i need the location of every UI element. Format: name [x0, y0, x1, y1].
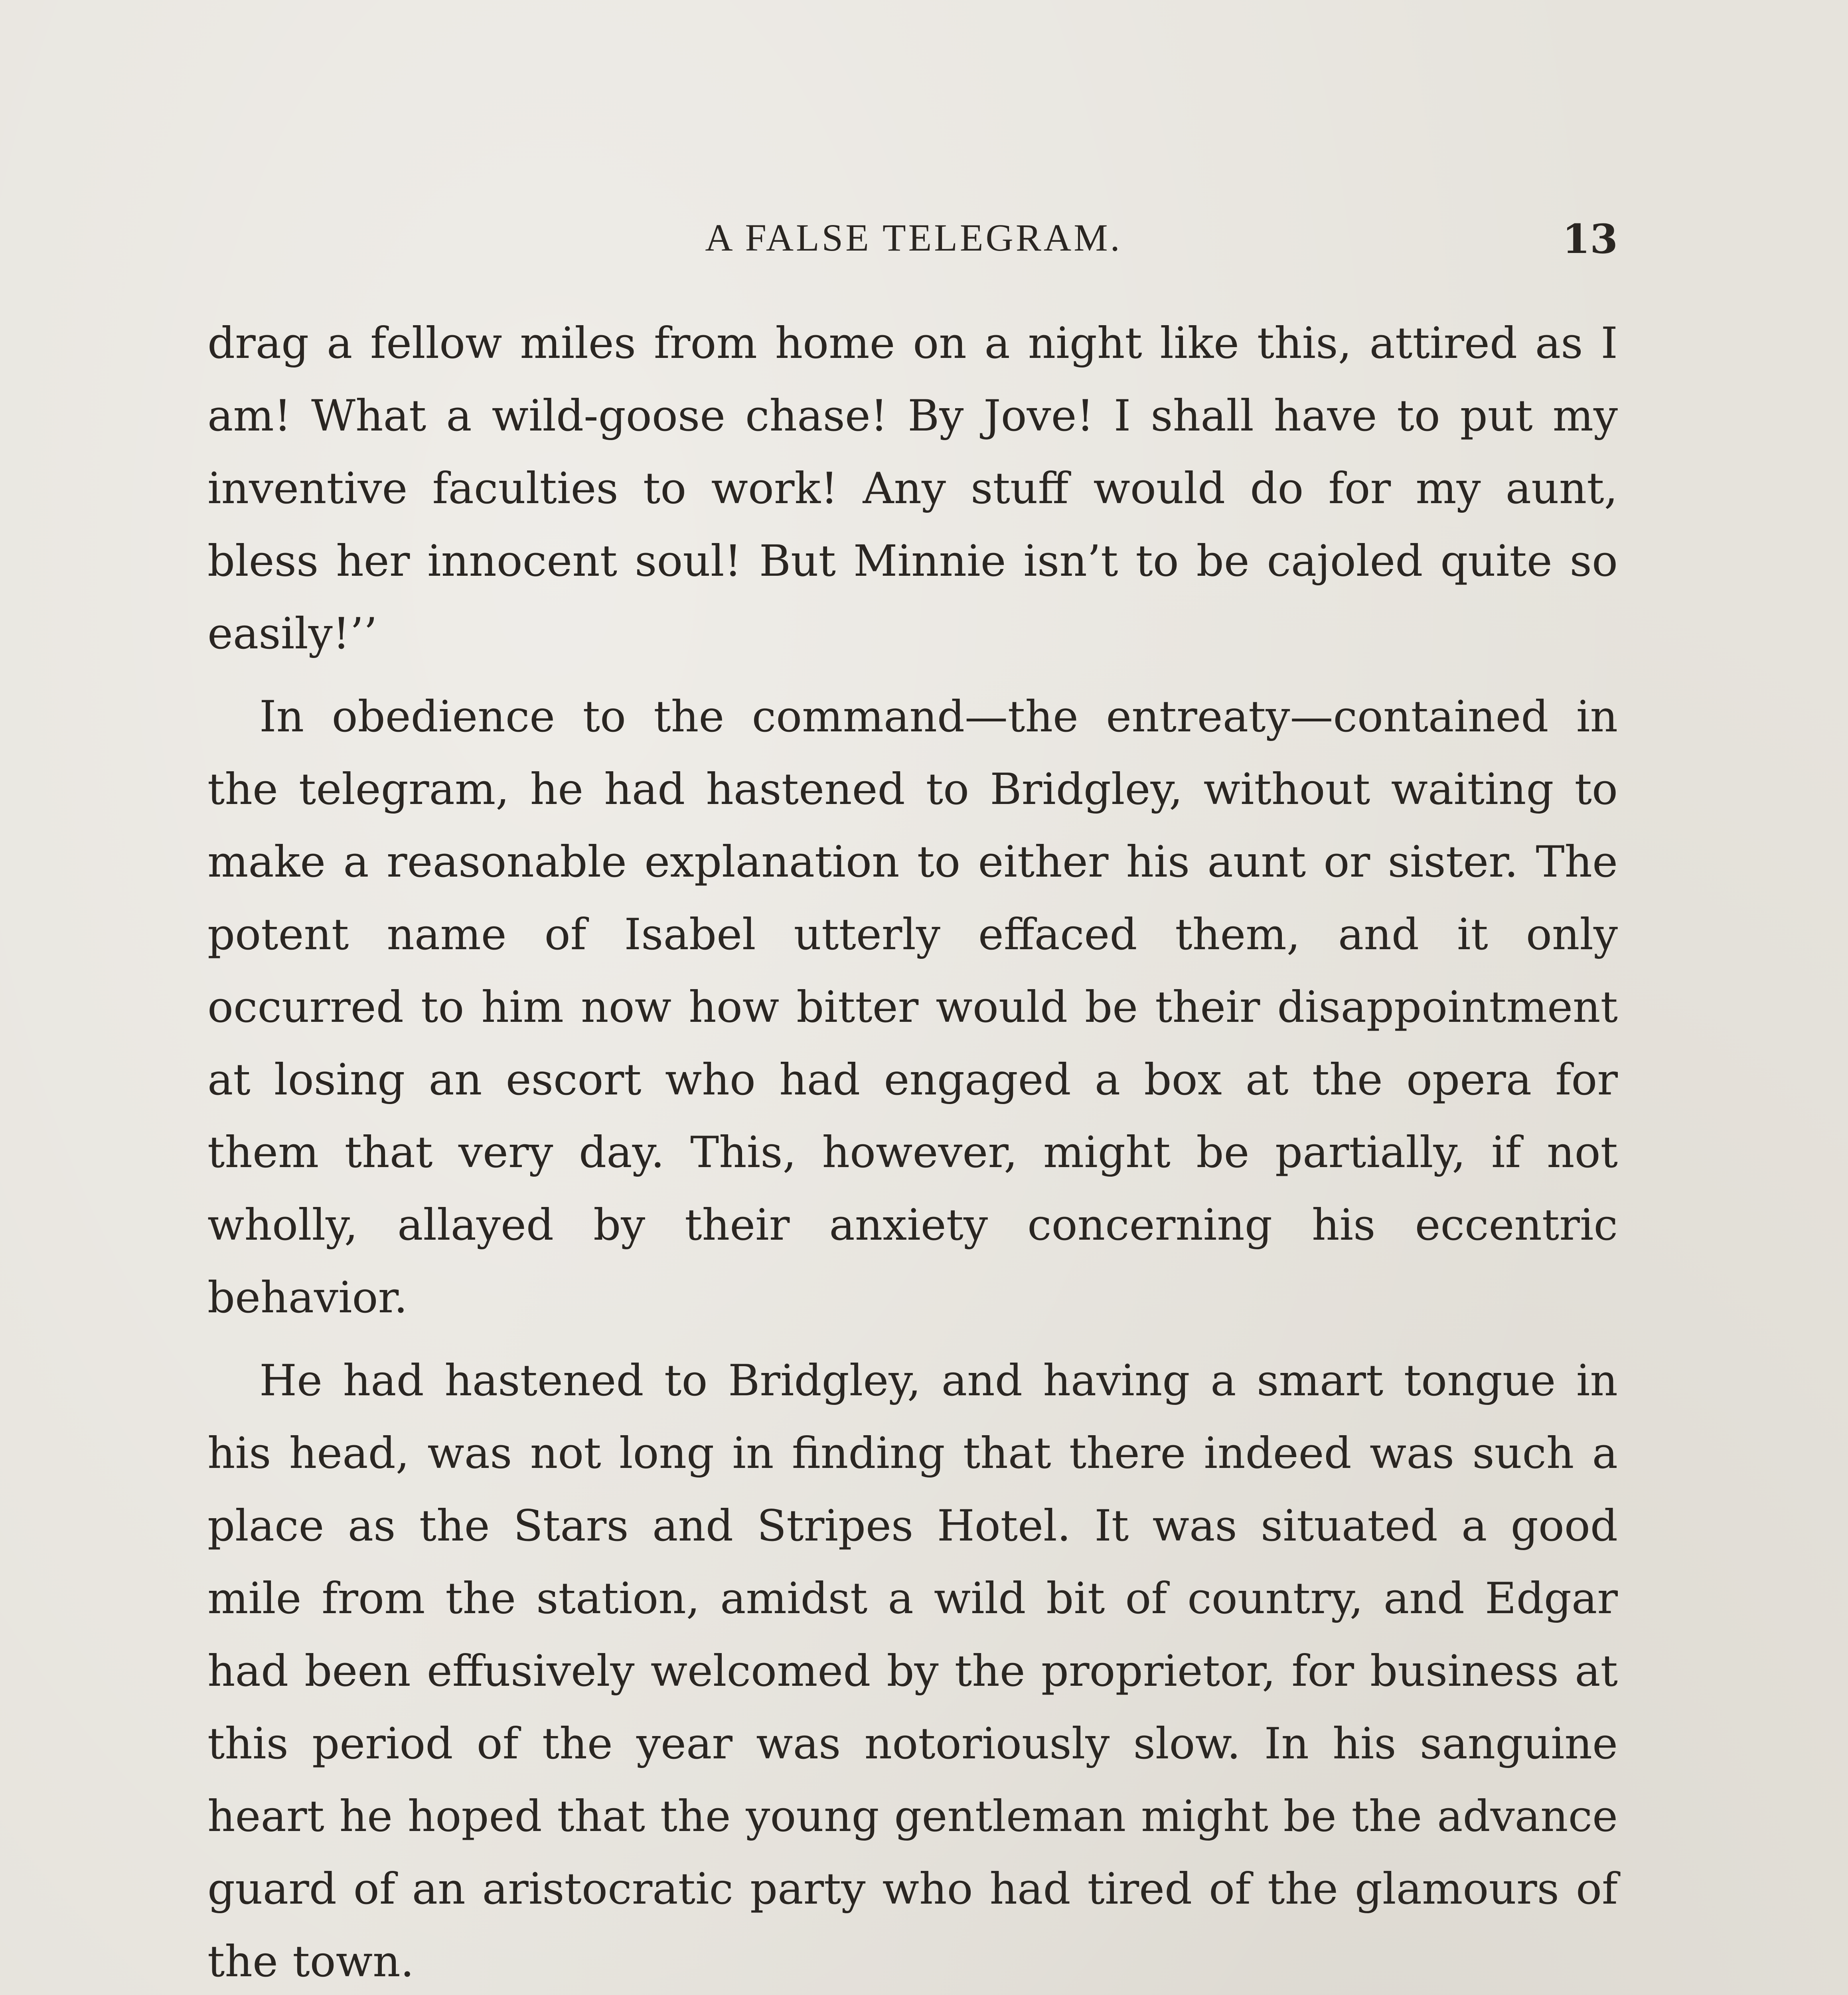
paragraph-continued: drag a fellow miles from home on a night like this, attired as I am! What a wild-goose chase! By Jove! I shall have to put my inventive faculties to work! Any stuff would do for my aunt, bless her innocent soul! But Minnie isn’t to be cajoled quite so easily!’’: [207, 318, 1618, 659]
paragraph: He had hastened to Bridgley, and having a smart tongue in his head, was not long in finding that there indeed was such a place as the Stars and Stripes Hotel. It was situated a good mile from the station, amidst a wild bit of country, and Edgar had been effusively welcomed by the proprietor, for business at this period of the year was notoriously slow. In his sanguine heart he hoped that the young gentleman might be the advance guard of an aristocratic party who had tired of the glamours of the town.: [207, 1356, 1618, 1987]
paragraph: In obedience to the command—the entreaty—contained in the telegram, he had hastened to Bridgley, without waiting to make a reasonable explanation to either his aunt or sister. The potent name of Isabel utterly effaced them, and it only occurred to him now how bitter would be their disappointment at losing an escort who had engaged a box at the opera for them that very day. This, however, might be partially, if not wholly, allayed by their anxiety concerning his eccentric behavior.: [207, 692, 1618, 1323]
body-text: [207, 307, 1618, 1995]
running-head: [209, 215, 1618, 275]
chapter-title: A FALSE TELEGRAM.: [705, 216, 1122, 259]
page-number: 13: [1562, 215, 1618, 263]
